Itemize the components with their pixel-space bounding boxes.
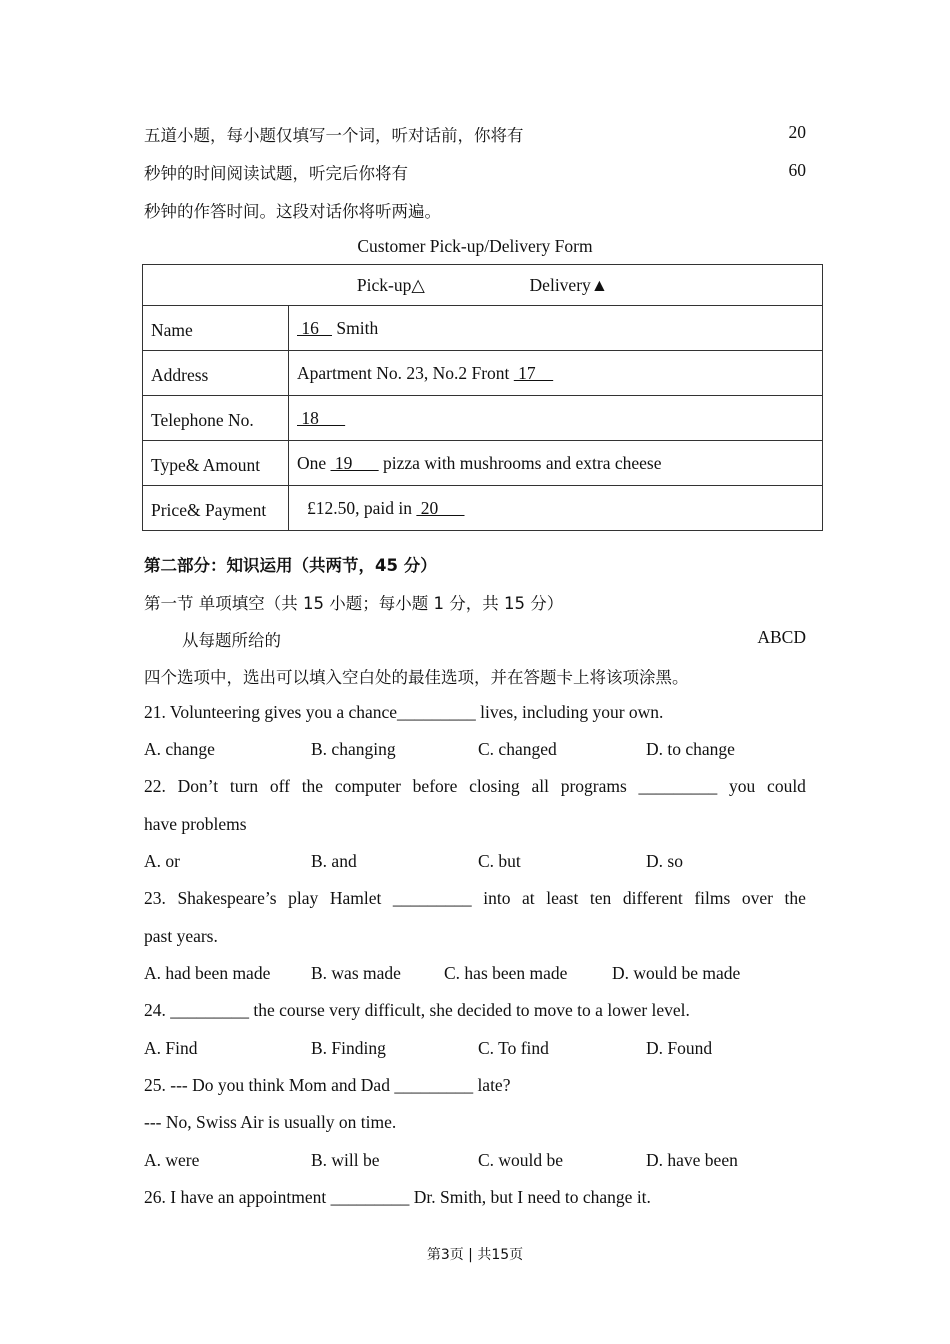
form-label: Price& Payment (143, 486, 289, 531)
question-23-stem-line-2: past years. (144, 926, 218, 946)
form-title: Customer Pick-up/Delivery Form (357, 236, 593, 256)
q25-option-b[interactable]: B. will be (311, 1150, 380, 1170)
instruction-line-1: 从每题所给的 (182, 631, 281, 650)
q25-option-a[interactable]: A. were (144, 1150, 200, 1170)
form-row-price-payment (143, 486, 823, 531)
form-label: Telephone No. (143, 396, 289, 441)
instruction-line-2: 四个选项中，选出可以填入空白处的最佳选项，并在答题卡上将该项涂黑。 (144, 668, 689, 687)
blank-18: 18 (297, 407, 346, 428)
q23-option-b[interactable]: B. was made (311, 963, 401, 983)
intro-line-2-number: 60 (788, 160, 806, 180)
instruction-abcd: ABCD (757, 627, 806, 647)
q21-option-d[interactable]: D. to change (646, 739, 735, 759)
q23-option-d[interactable]: D. would be made (612, 963, 741, 983)
question-25-reply: --- No, Swiss Air is usually on time. (144, 1112, 397, 1132)
question-22-stem-line-2: have problems (144, 814, 247, 834)
form-value (289, 396, 823, 441)
blank-16: 16 (297, 317, 332, 338)
form-row-name (143, 306, 823, 351)
form-value: One 19 pizza with mushrooms and extra cheese (289, 441, 823, 486)
q22-option-c[interactable]: C. but (478, 851, 521, 871)
question-26-stem: 26. I have an appointment _________ Dr. Smith, but I need to change it. (144, 1187, 651, 1207)
question-22-stem: 22. Don’t turn off the computer before closing all programs _________ you could (144, 776, 806, 796)
form-value: £12.50, paid in 20 (289, 486, 823, 531)
form-header-row (143, 265, 823, 306)
q25-option-d[interactable]: D. have been (646, 1150, 738, 1170)
q22-option-b[interactable]: B. and (311, 851, 357, 871)
q24-option-a[interactable]: A. Find (144, 1038, 198, 1058)
q21-option-b[interactable]: B. changing (311, 739, 396, 759)
q23-option-c[interactable]: C. has been made (444, 963, 568, 983)
intro-line-1-number: 20 (788, 122, 806, 142)
question-25-stem: 25. --- Do you think Mom and Dad _________ late? (144, 1075, 511, 1095)
form-row-type-amount (143, 441, 823, 486)
section1-heading: 第一节 单项填空（共 15 小题；每小题 1 分，共 15 分） (144, 594, 564, 613)
blank-20: 20 (416, 497, 465, 518)
q25-option-c[interactable]: C. would be (478, 1150, 564, 1170)
pickup-option: Pick-up△ (356, 274, 425, 295)
q22-option-a[interactable]: A. or (144, 851, 180, 871)
form-label: Address (143, 351, 289, 396)
page-footer: 第3页 | 共15页 (426, 1247, 524, 1263)
form-label: Type& Amount (143, 441, 289, 486)
q23-option-a[interactable]: A. had been made (144, 963, 271, 983)
delivery-option: Delivery▲ (529, 274, 609, 295)
intro-line-1: 五道小题，每小题仅填写一个词，听对话前，你将有 (144, 126, 524, 145)
question-24-stem: 24. _________ the course very difficult, she decided to move to a lower level. (144, 1000, 690, 1020)
intro-line-3: 秒钟的作答时间。这段对话你将听两遍。 (144, 202, 441, 221)
intro-line-2: 秒钟的时间阅读试题，听完后你将有 (144, 164, 408, 183)
q24-option-b[interactable]: B. Finding (311, 1038, 386, 1058)
q24-option-d[interactable]: D. Found (646, 1038, 713, 1058)
q21-option-c[interactable]: C. changed (478, 739, 557, 759)
pickup-delivery-form (142, 264, 823, 531)
form-value: Apartment No. 23, No.2 Front 17 (289, 351, 823, 396)
q24-option-c[interactable]: C. To find (478, 1038, 549, 1058)
question-21-stem: 21. Volunteering gives you a chance_________ lives, including your own. (144, 702, 664, 722)
form-label: Name (143, 306, 289, 351)
form-value: 16 Smith (289, 306, 823, 351)
part2-heading: 第二部分：知识运用（共两节，45 分） (144, 556, 437, 575)
form-row-address (143, 351, 823, 396)
form-row-telephone (143, 396, 823, 441)
blank-17: 17 (513, 362, 554, 383)
question-23-stem: 23. Shakespeare’s play Hamlet _________ into at least ten different films over the (144, 888, 806, 908)
q22-option-d[interactable]: D. so (646, 851, 683, 871)
blank-19: 19 (330, 452, 379, 473)
q21-option-a[interactable]: A. change (144, 739, 215, 759)
